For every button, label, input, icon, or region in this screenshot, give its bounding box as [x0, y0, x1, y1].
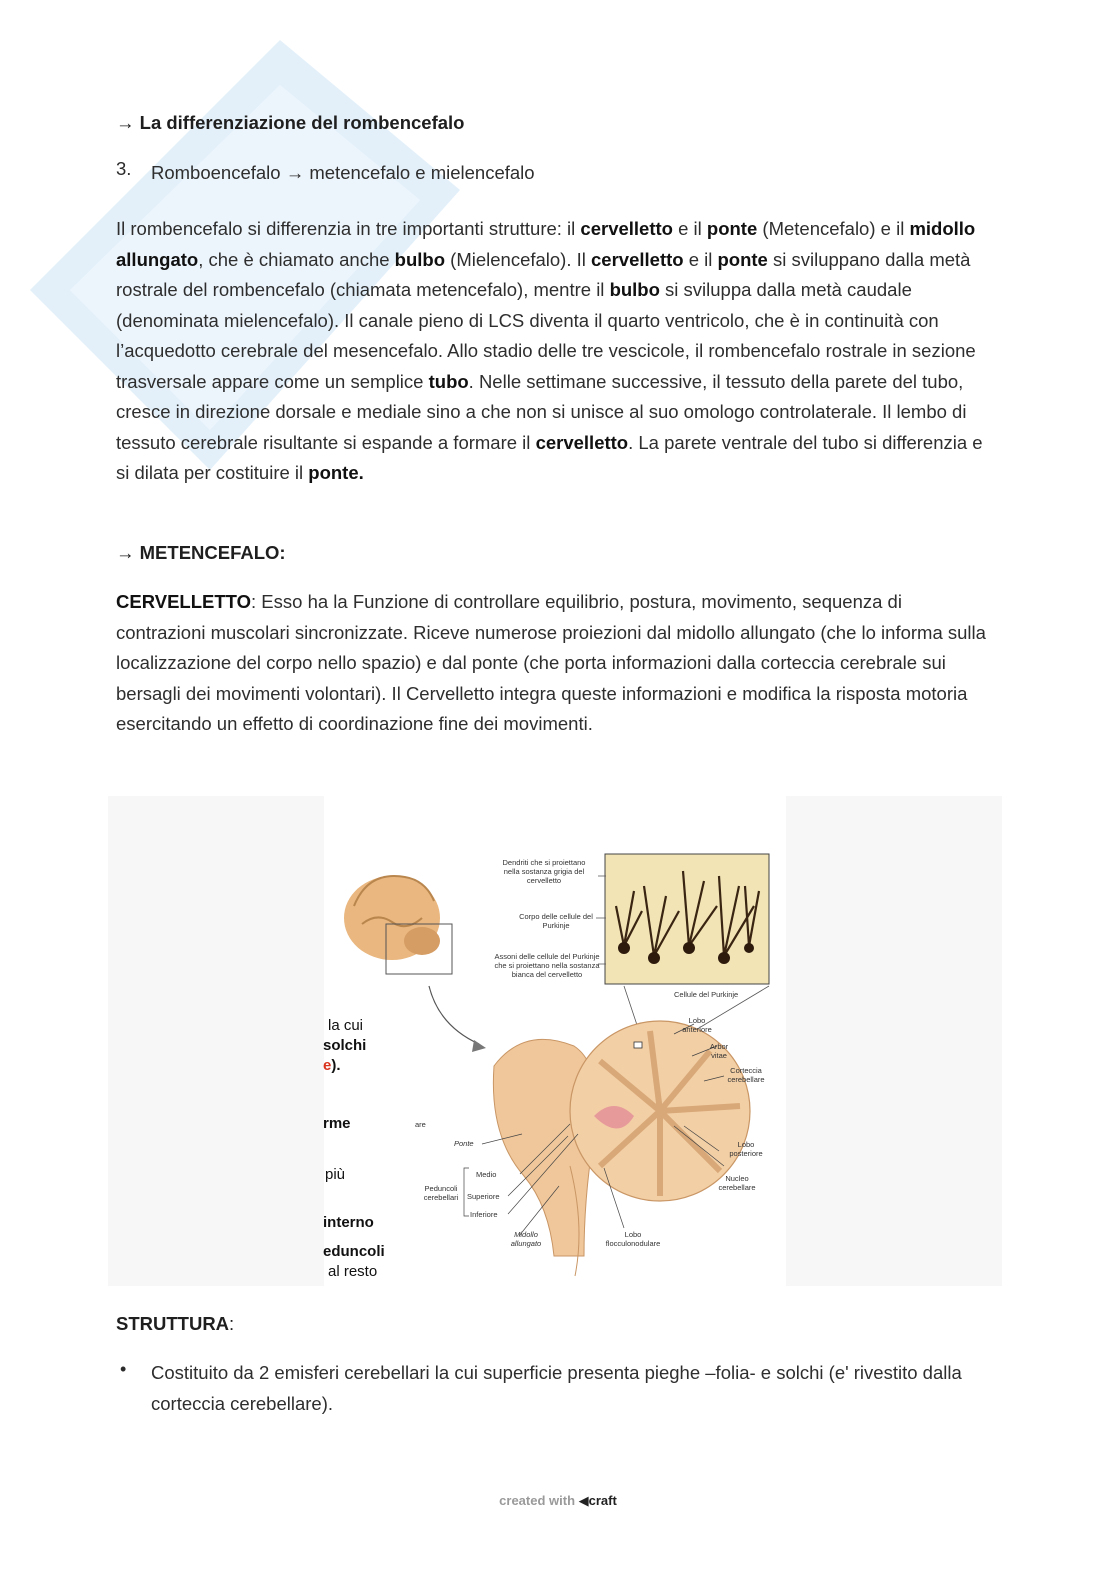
label-posterior-lobe: Lobo posteriore [729, 1140, 763, 1158]
list-item-text: Romboencefalo → metencefalo e mielencefalo [151, 162, 535, 183]
label-cell-body: Corpo delle cellule del Purkinje [519, 912, 593, 930]
side-text-7: eduncoli [323, 1243, 385, 1260]
arrow-line [429, 986, 479, 1044]
label-superior: Superiore [467, 1192, 500, 1201]
paragraph-rhombencephalon: Il rombencefalo si differenzia in tre importanti strutture: il cervelletto e il ponte (Metencefalo) e il midollo allungato, che è chiamato anche bulbo (Mielencefalo). Il cervelletto e il ponte si sviluppano dalla metà rostrale del rombencefalo (chiamata metencefalo), mentre il bulbo si sviluppa dalla metà caudale (denominata mielencefalo). Il canale pieno di LCS diventa il quarto ventricolo, che è in continuità con l’acquedotto cerebrale del mesencefalo. Allo stadio delle tre vescicole, il rombencefalo rostrale in sezione trasversale appare come un semplice tubo. Nelle settimane successive, il tessuto della parete del tubo, cresce in direzione dorsale e mediale sino a che non si unisce al suo omologo controlaterale. Il lembo di tessuto cerebrale risultante si espande a formare il cervelletto. La parete ventrale del tubo si differenzia e si dilata per costituire il ponte. [116, 218, 983, 483]
paragraph-cerebellum: CERVELLETTO: Esso ha la Funzione di controllare equilibrio, postura, movimento, sequenza di contrazioni muscolari sincronizzate. Riceve numerose proiezioni dal midollo allungato (che lo informa sulla localizzazione del corpo nello spazio) e dal ponte (che porta informazioni dalla corteccia cerebrale sui bersagli dei movimenti volontari). Il Cervelletto integra queste informazioni e modifica la risposta motoria esercitando un effetto di coordinazione fine dei movimenti. [116, 591, 986, 734]
brain-thumbnail [344, 876, 452, 974]
craft-logo-icon: ◀ [578, 1493, 589, 1508]
arrow-head-icon [472, 1040, 486, 1052]
side-text-2: solchi [323, 1037, 367, 1054]
heading-structure: STRUTTURA: [116, 1313, 235, 1334]
side-text-8: al resto [328, 1263, 378, 1280]
label-middle: Medio [476, 1170, 497, 1179]
bullet-item-structure: Costituito da 2 emisferi cerebellari la cui superficie presenta pieghe –folia- e solchi (e' rivestito dalla corteccia cerebellare). [151, 1362, 962, 1414]
side-text-3: e). [323, 1057, 341, 1074]
bullet-icon: • [120, 1359, 127, 1379]
label-dendrites: Dendriti che si proiettano nella sostanza grigia del cervelletto [502, 858, 586, 885]
list-number: 3. [116, 158, 132, 179]
heading-metencephalon: → METENCEFALO: [116, 542, 286, 563]
side-text-4: rme [323, 1115, 351, 1132]
label-inferior: Inferiore [470, 1210, 498, 1219]
side-text-5: più [325, 1166, 346, 1183]
zoom-marker [634, 1042, 642, 1048]
side-text-1: la cui [328, 1017, 364, 1034]
footer-credit: created with ◀craft [499, 1493, 617, 1508]
heading-rhombencephalon: → La differenziazione del rombencefalo [116, 112, 465, 133]
label-cortex: Corteccia cerebellare [727, 1066, 765, 1084]
label-flocculonodular: Lobo flocculonodulare [605, 1230, 661, 1248]
label-axons: Assoni delle cellule del Purkinje che si proiettano nella sostanza bianca del cervelletto [494, 952, 600, 979]
label-anterior-lobe: Lobo anteriore [682, 1016, 712, 1034]
label-peduncles: Peduncoli cerebellari [423, 1184, 459, 1202]
purkinje-micrograph [605, 854, 769, 984]
side-text-small: are [415, 1120, 426, 1129]
side-text-6: interno [323, 1214, 374, 1231]
label-pons: Ponte [454, 1139, 474, 1148]
label-medulla: Midollo allungato [510, 1230, 542, 1248]
label-arbor-vitae: Arbor vitae [709, 1042, 729, 1060]
label-purkinje: Cellule del Purkinje [674, 990, 739, 999]
label-nucleus: Nucleo cerebellare [718, 1174, 756, 1192]
